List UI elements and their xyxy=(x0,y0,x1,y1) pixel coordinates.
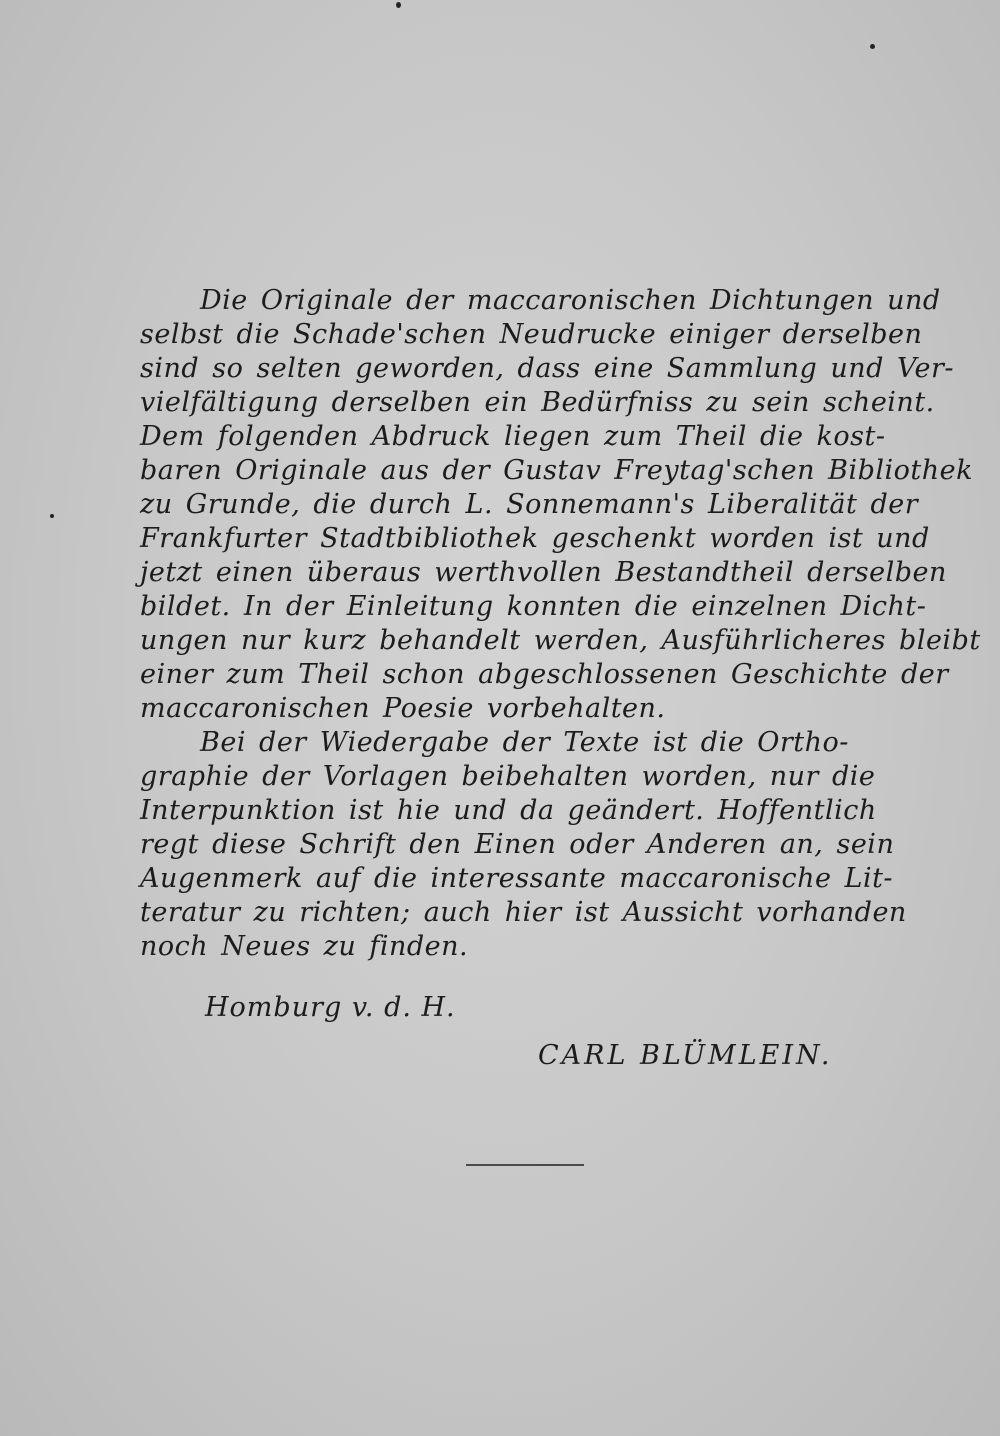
text-line: zu Grunde, die durch L. Sonnemann's Liberalität der xyxy=(140,489,919,520)
ink-speck xyxy=(870,44,875,49)
text-line: teratur zu richten; auch hier ist Aussicht vorhanden xyxy=(140,897,907,928)
text-line: Frankfurter Stadtbibliothek geschenkt worden ist und xyxy=(140,523,930,554)
closing-rule xyxy=(466,1164,584,1166)
text-line: Interpunktion ist hie und da geändert. Hoffentlich xyxy=(140,795,877,826)
text-line: baren Originale aus der Gustav Freytag'schen Bibliothek xyxy=(140,455,973,486)
text-line: regt diese Schrift den Einen oder Anderen an, sein xyxy=(140,829,895,860)
text-line: graphie der Vorlagen beibehalten worden, nur die xyxy=(140,761,876,792)
text-line: noch Neues zu finden. xyxy=(140,931,469,962)
text-line: Bei der Wiedergabe der Texte ist die Ortho- xyxy=(200,727,849,758)
text-line: einer zum Theil schon abgeschlossenen Geschichte der xyxy=(140,659,949,690)
text-line: bildet. In der Einleitung konnten die einzelnen Dicht- xyxy=(140,591,927,622)
text-line: sind so selten geworden, dass eine Sammlung und Ver- xyxy=(140,353,955,384)
text-line: vielfältigung derselben ein Bedürfniss zu sein scheint. xyxy=(140,387,935,418)
text-line: selbst die Schade'schen Neudrucke einiger derselben xyxy=(140,319,923,350)
ink-speck xyxy=(50,514,54,518)
preface-text xyxy=(140,284,981,964)
text-line: ungen nur kurz behandelt werden, Ausführlicheres bleibt xyxy=(140,625,981,656)
preface-paragraph-2 xyxy=(140,726,907,964)
text-line: Dem folgenden Abdruck liegen zum Theil die kost- xyxy=(140,421,886,452)
text-line: maccaronischen Poesie vorbehalten. xyxy=(140,693,666,724)
place-line: Homburg v. d. H. xyxy=(205,992,456,1023)
author-signature: CARL BLÜMLEIN. xyxy=(538,1040,833,1071)
text-line: Augenmerk auf die interessante maccaronische Lit- xyxy=(140,863,894,894)
ink-speck xyxy=(396,2,401,8)
text-line: jetzt einen überaus werthvollen Bestandtheil derselben xyxy=(140,557,947,588)
text-line: Die Originale der maccaronischen Dichtungen und xyxy=(200,285,941,316)
preface-paragraph-1 xyxy=(140,284,981,726)
